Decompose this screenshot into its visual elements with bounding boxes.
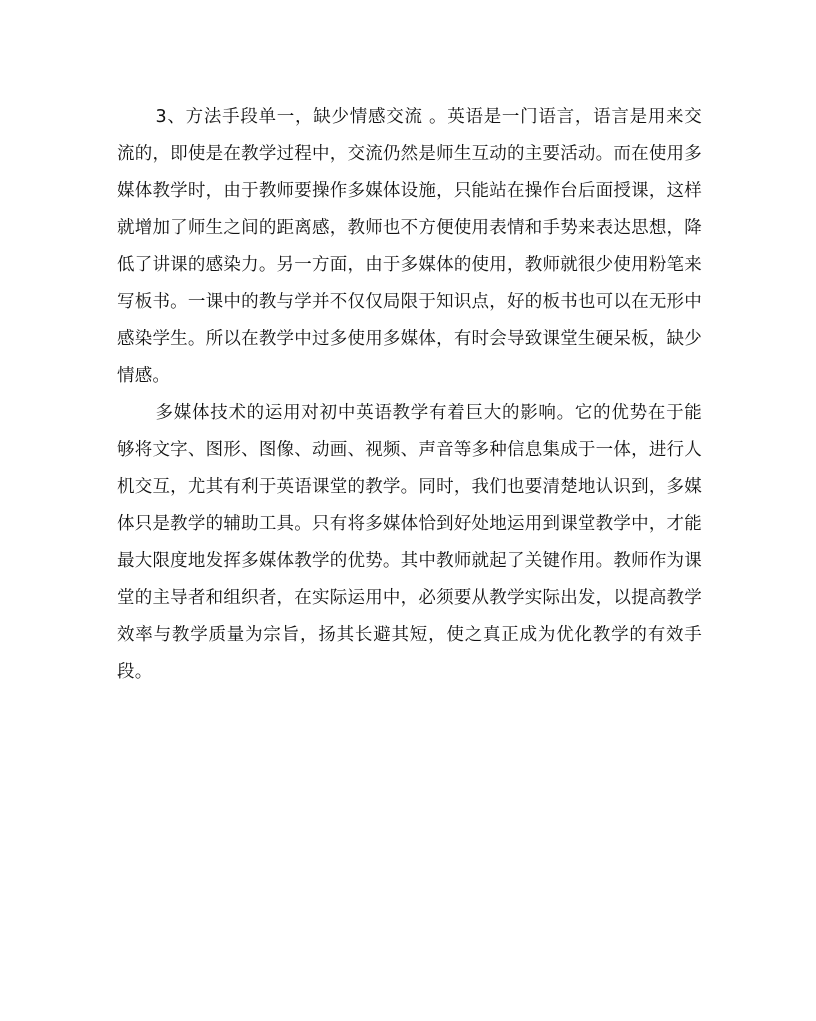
document-body	[117, 99, 702, 691]
paragraph-multimedia-conclusion: 多媒体技术的运用对初中英语教学有着巨大的影响。它的优势在于能够将文字、图形、图像、动画、视频、声音等多种信息集成于一体，进行人机交互，尤其有利于英语课堂的教学。同时，我们也要清楚地认识到，多媒体只是教学的辅助工具。只有将多媒体恰到好处地运用到课堂教学中，才能最大限度地发挥多媒体教学的优势。其中教师就起了关键作用。教师作为课堂的主导者和组织者，在实际运用中，必须要从教学实际出发，以提高教学效率与教学质量为宗旨，扬其长避其短，使之真正成为优化教学的有效手段。	[117, 403, 702, 682]
paragraph-methods-single: 3、方法手段单一，缺少情感交流 。英语是一门语言，语言是用来交流的，即使是在教学过程中，交流仍然是师生互动的主要活动。而在使用多媒体教学时，由于教师要操作多媒体设施，只能站在操作台后面授课，这样就增加了师生之间的距离感，教师也不方便使用表情和手势来表达思想，降低了讲课的感染力。另一方面，由于多媒体的使用，教师就很少使用粉笔来写板书。一课中的教与学并不仅仅局限于知识点，好的板书也可以在无形中感染学生。所以在教学中过多使用多媒体，有时会导致课堂生硬呆板，缺少情感。	[117, 107, 702, 386]
